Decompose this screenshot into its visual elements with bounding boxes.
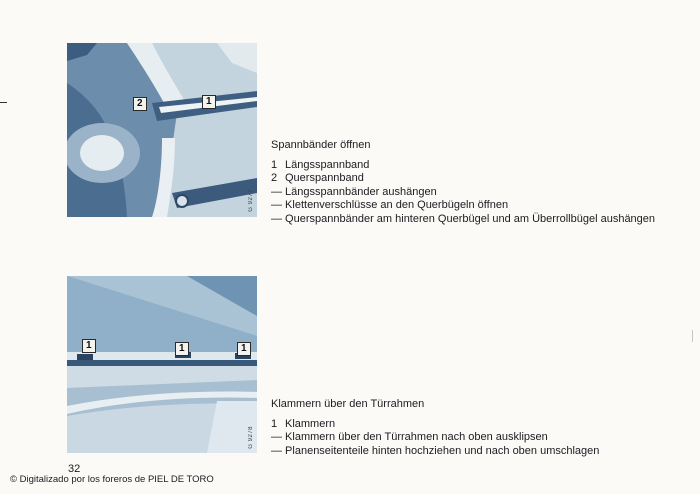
section-klammern xyxy=(271,398,599,458)
legend-item xyxy=(271,159,655,173)
instruction-step: — Klammern über den Türrahmen nach oben ausklipsen xyxy=(271,431,548,443)
instruction-step: — Planenseitenteile hinten hochziehen und nach oben umschlagen xyxy=(271,444,600,457)
callout-1: 1 xyxy=(237,342,251,356)
legend-number: 1 xyxy=(271,158,278,171)
callout-1: 1 xyxy=(82,339,96,353)
instruction-step: — Klettenverschlüsse an den Querbügeln öffnen xyxy=(271,199,509,211)
figure-code: G 9278 xyxy=(248,426,254,449)
section-spannbaender xyxy=(271,139,655,226)
figure-klammern-illustration xyxy=(67,276,257,453)
page-number: 32 xyxy=(68,463,81,475)
legend-text: Klammern xyxy=(285,417,336,430)
instruction-step: — Querspannbänder am hinteren Querbügel und am Überrollbügel aushängen xyxy=(271,212,656,225)
scan-credit: © Digitalizado por los foreros de PIEL DE TORO xyxy=(10,474,214,485)
legend-number: 2 xyxy=(271,172,278,184)
section-heading: Spannbänder öffnen xyxy=(271,139,371,151)
legend-item xyxy=(271,418,599,432)
callout-1: 1 xyxy=(202,95,216,109)
legend-text: Querspannband xyxy=(285,172,364,184)
figure-spannbaender-photo xyxy=(67,43,257,217)
page-edge-mark xyxy=(0,102,7,103)
figure-code: G 9277 xyxy=(248,189,254,212)
legend-number: 1 xyxy=(271,417,278,430)
instruction-step: — Längsspannbänder aushängen xyxy=(271,185,437,198)
callout-2: 2 xyxy=(133,97,147,111)
scan-speck xyxy=(692,330,693,342)
callout-1: 1 xyxy=(175,342,189,356)
section-heading: Klammern über den Türrahmen xyxy=(271,398,425,410)
legend-item xyxy=(271,172,655,186)
figure-spannbaender-illustration xyxy=(67,43,257,217)
legend-text: Längsspannband xyxy=(285,158,370,171)
figure-klammern-photo xyxy=(67,276,257,453)
